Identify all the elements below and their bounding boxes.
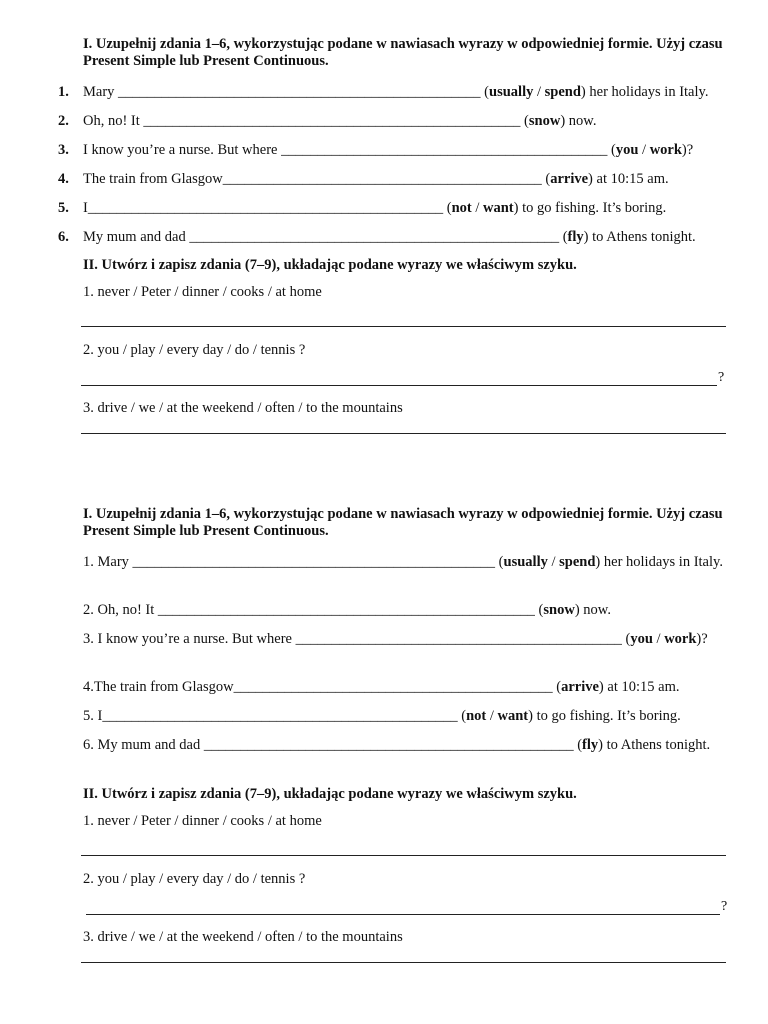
answer-blank[interactable]: _________________________________________________ [102,708,458,724]
item-text: 6. My mum and dad [83,737,204,753]
part1-instruction: I. Uzupełnij zdania 1–6, wykorzystując podane w nawiasach wyrazy w odpowiedniej formie. Użyj czasu Present Simple lub Present Continuous. [83,36,723,69]
answer-blank[interactable]: _________________________________________________ [87,200,444,216]
item-text: Oh, no! It [83,113,144,129]
hint: (snow) [520,113,566,129]
reorder-prompt-1: 1. never / Peter / dinner / cooks / at home [83,284,322,300]
answer-line-2[interactable] [86,914,720,915]
item-text-end: now. [565,113,597,129]
item-text: 3. I know you’re a nurse. But where [83,631,296,647]
hint: (you / work) [607,142,687,158]
answer-blank[interactable]: ___________________________________________________ [203,737,574,753]
part2-instruction: II. Utwórz i zapisz zdania (7–9), układając podane wyrazy we właściwym szyku. [83,786,577,802]
item-text-end: at 10:15 am. [603,679,680,695]
item-text: 1. Mary [83,554,133,570]
item-text-end: ? [686,142,694,158]
item-text: The train from Glasgow [83,171,223,187]
item-text-end: to Athens tonight. [603,737,711,753]
exercise-item-3 [58,140,728,160]
item-number: 5. [58,200,69,216]
item-text-end: her holidays in Italy. [600,554,723,570]
item-number: 3. [58,142,69,158]
hint: (arrive) [552,679,604,695]
item-text-end: at 10:15 am. [592,171,669,187]
exercise-item-5 [83,706,728,726]
part1-instruction: I. Uzupełnij zdania 1–6, wykorzystując podane w nawiasach wyrazy w odpowiedniej formie. Użyj czasu Present Simple lub Present Continuous. [83,506,723,539]
reorder-prompt-3: 3. drive / we / at the weekend / often / to the mountains [83,400,403,416]
exercise-item-4 [83,677,728,697]
item-text-end: to go fishing. It’s boring. [532,708,681,724]
hint: (fly) [573,737,603,753]
exercise-item-4 [58,169,728,189]
question-mark: ? [718,370,725,385]
item-text-end: ? [701,631,708,647]
item-text-end: to go fishing. It’s boring. [518,200,667,216]
exercise-item-5 [58,198,728,218]
item-text: 4.The train from Glasgow [83,679,234,695]
exercise-item-2 [58,111,728,131]
item-text: 5. I [83,708,103,724]
item-text-end: to Athens tonight. [588,229,696,245]
exercise-item-1 [83,552,728,572]
exercise-item-6 [83,735,728,755]
hint: (not / want) [443,200,519,216]
hint: (usually / spend) [495,554,601,570]
item-number: 4. [58,171,69,187]
answer-line-3[interactable] [81,433,726,434]
item-text-end: her holidays in Italy. [585,84,709,100]
answer-blank[interactable]: __________________________________________________ [118,84,481,100]
reorder-prompt-3: 3. drive / we / at the weekend / often / to the mountains [83,929,403,945]
reorder-prompt-2: 2. you / play / every day / do / tennis ? [83,342,306,358]
hint: (fly) [559,229,589,245]
answer-line-1[interactable] [81,326,726,327]
item-text: I know you’re a nurse. But where [83,142,282,158]
item-text-end: now. [579,602,611,618]
exercise-item-1 [58,82,728,102]
answer-blank[interactable]: ____________________________________________________ [143,113,521,129]
answer-blank[interactable]: _____________________________________________ [281,142,608,158]
exercise-item-6 [58,227,728,247]
answer-blank[interactable]: __________________________________________________ [132,554,496,570]
answer-blank[interactable]: _____________________________________________ [295,631,622,647]
part2-instruction: II. Utwórz i zapisz zdania (7–9), układając podane wyrazy we właściwym szyku. [83,257,577,273]
item-text: I [83,200,88,216]
hint: (snow) [534,602,580,618]
answer-line-3[interactable] [81,962,726,963]
answer-line-2[interactable] [81,385,717,386]
item-number: 2. [58,113,69,129]
item-text: 2. Oh, no! It [83,602,158,618]
answer-blank[interactable]: ___________________________________________________ [189,229,560,245]
reorder-prompt-1: 1. never / Peter / dinner / cooks / at home [83,813,322,829]
answer-blank[interactable]: ____________________________________________ [222,171,542,187]
hint: (not / want) [457,708,533,724]
hint: (usually / spend) [480,84,586,100]
item-text: My mum and dad [83,229,190,245]
reorder-prompt-2: 2. you / play / every day / do / tennis ? [83,871,306,887]
exercise-item-2 [83,600,728,620]
item-number: 1. [58,84,69,100]
answer-blank[interactable]: ____________________________________________ [233,679,553,695]
hint: (arrive) [541,171,593,187]
answer-blank[interactable]: ____________________________________________________ [157,602,535,618]
item-text: Mary [83,84,119,100]
hint: (you / work) [621,631,702,647]
exercise-item-3 [83,629,728,649]
item-number: 6. [58,229,69,245]
answer-line-1[interactable] [81,855,726,856]
question-mark: ? [721,899,728,914]
